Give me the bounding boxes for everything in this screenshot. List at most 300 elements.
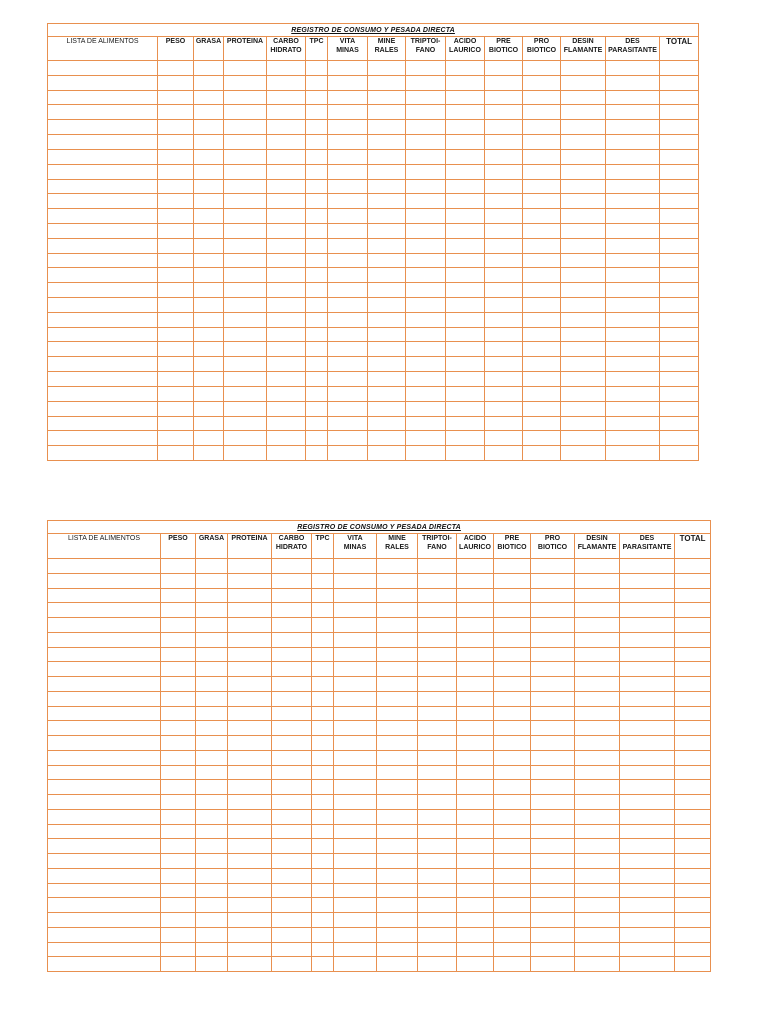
blank-cell[interactable] (267, 386, 306, 401)
blank-cell[interactable] (457, 809, 494, 824)
blank-cell[interactable] (620, 662, 675, 677)
blank-cell[interactable] (194, 327, 224, 342)
blank-cell[interactable] (457, 868, 494, 883)
blank-cell[interactable] (660, 194, 699, 209)
blank-cell[interactable] (523, 90, 561, 105)
blank-cell[interactable] (418, 913, 457, 928)
blank-cell[interactable] (272, 868, 312, 883)
blank-cell[interactable] (457, 927, 494, 942)
blank-cell[interactable] (228, 750, 272, 765)
blank-cell[interactable] (575, 662, 620, 677)
blank-cell[interactable] (272, 677, 312, 692)
blank-cell[interactable] (418, 691, 457, 706)
blank-cell[interactable] (272, 780, 312, 795)
blank-cell[interactable] (494, 942, 531, 957)
blank-cell[interactable] (328, 238, 368, 253)
blank-cell[interactable] (328, 342, 368, 357)
blank-cell[interactable] (196, 795, 228, 810)
blank-cell[interactable] (418, 721, 457, 736)
blank-cell[interactable] (196, 883, 228, 898)
blank-cell[interactable] (161, 721, 196, 736)
blank-cell[interactable] (446, 372, 485, 387)
blank-cell[interactable] (418, 706, 457, 721)
blank-cell[interactable] (312, 603, 334, 618)
blank-cell[interactable] (660, 105, 699, 120)
blank-cell[interactable] (377, 559, 418, 574)
blank-cell[interactable] (675, 883, 711, 898)
blank-cell[interactable] (660, 209, 699, 224)
blank-cell[interactable] (660, 283, 699, 298)
blank-cell[interactable] (161, 765, 196, 780)
blank-cell[interactable] (48, 120, 158, 135)
blank-cell[interactable] (158, 90, 194, 105)
blank-cell[interactable] (312, 588, 334, 603)
blank-cell[interactable] (575, 883, 620, 898)
blank-cell[interactable] (267, 401, 306, 416)
blank-cell[interactable] (312, 824, 334, 839)
blank-cell[interactable] (48, 677, 161, 692)
blank-cell[interactable] (660, 416, 699, 431)
blank-cell[interactable] (368, 223, 406, 238)
blank-cell[interactable] (306, 90, 328, 105)
blank-cell[interactable] (196, 927, 228, 942)
blank-cell[interactable] (561, 149, 606, 164)
blank-cell[interactable] (194, 61, 224, 76)
blank-cell[interactable] (161, 706, 196, 721)
blank-cell[interactable] (196, 573, 228, 588)
blank-cell[interactable] (224, 209, 267, 224)
blank-cell[interactable] (48, 750, 161, 765)
blank-cell[interactable] (377, 677, 418, 692)
blank-cell[interactable] (523, 61, 561, 76)
blank-cell[interactable] (267, 238, 306, 253)
blank-cell[interactable] (196, 765, 228, 780)
blank-cell[interactable] (267, 283, 306, 298)
blank-cell[interactable] (328, 209, 368, 224)
blank-cell[interactable] (523, 120, 561, 135)
blank-cell[interactable] (228, 898, 272, 913)
blank-cell[interactable] (161, 662, 196, 677)
blank-cell[interactable] (620, 795, 675, 810)
blank-cell[interactable] (575, 780, 620, 795)
blank-cell[interactable] (575, 809, 620, 824)
blank-cell[interactable] (675, 632, 711, 647)
blank-cell[interactable] (531, 603, 575, 618)
blank-cell[interactable] (368, 238, 406, 253)
blank-cell[interactable] (328, 164, 368, 179)
blank-cell[interactable] (194, 149, 224, 164)
blank-cell[interactable] (377, 942, 418, 957)
blank-cell[interactable] (228, 647, 272, 662)
blank-cell[interactable] (267, 105, 306, 120)
blank-cell[interactable] (620, 691, 675, 706)
blank-cell[interactable] (312, 839, 334, 854)
blank-cell[interactable] (523, 416, 561, 431)
blank-cell[interactable] (606, 357, 660, 372)
blank-cell[interactable] (485, 386, 523, 401)
blank-cell[interactable] (494, 691, 531, 706)
blank-cell[interactable] (494, 750, 531, 765)
blank-cell[interactable] (531, 839, 575, 854)
blank-cell[interactable] (446, 90, 485, 105)
blank-cell[interactable] (575, 632, 620, 647)
blank-cell[interactable] (194, 90, 224, 105)
blank-cell[interactable] (377, 721, 418, 736)
blank-cell[interactable] (485, 238, 523, 253)
blank-cell[interactable] (531, 824, 575, 839)
blank-cell[interactable] (606, 386, 660, 401)
blank-cell[interactable] (267, 446, 306, 461)
blank-cell[interactable] (158, 164, 194, 179)
blank-cell[interactable] (660, 179, 699, 194)
blank-cell[interactable] (660, 75, 699, 90)
blank-cell[interactable] (48, 179, 158, 194)
blank-cell[interactable] (328, 386, 368, 401)
blank-cell[interactable] (377, 765, 418, 780)
blank-cell[interactable] (485, 372, 523, 387)
blank-cell[interactable] (161, 603, 196, 618)
blank-cell[interactable] (485, 105, 523, 120)
blank-cell[interactable] (531, 765, 575, 780)
blank-cell[interactable] (561, 135, 606, 150)
blank-cell[interactable] (328, 268, 368, 283)
blank-cell[interactable] (606, 149, 660, 164)
blank-cell[interactable] (267, 135, 306, 150)
blank-cell[interactable] (494, 913, 531, 928)
blank-cell[interactable] (377, 647, 418, 662)
blank-cell[interactable] (446, 253, 485, 268)
blank-cell[interactable] (312, 573, 334, 588)
blank-cell[interactable] (494, 795, 531, 810)
blank-cell[interactable] (446, 238, 485, 253)
blank-cell[interactable] (377, 780, 418, 795)
blank-cell[interactable] (660, 446, 699, 461)
blank-cell[interactable] (494, 559, 531, 574)
blank-cell[interactable] (620, 780, 675, 795)
blank-cell[interactable] (406, 298, 446, 313)
blank-cell[interactable] (368, 298, 406, 313)
blank-cell[interactable] (267, 61, 306, 76)
blank-cell[interactable] (272, 559, 312, 574)
blank-cell[interactable] (158, 75, 194, 90)
blank-cell[interactable] (494, 809, 531, 824)
blank-cell[interactable] (158, 179, 194, 194)
blank-cell[interactable] (196, 691, 228, 706)
blank-cell[interactable] (272, 736, 312, 751)
blank-cell[interactable] (368, 416, 406, 431)
blank-cell[interactable] (272, 706, 312, 721)
blank-cell[interactable] (575, 795, 620, 810)
blank-cell[interactable] (377, 839, 418, 854)
blank-cell[interactable] (446, 75, 485, 90)
blank-cell[interactable] (328, 149, 368, 164)
blank-cell[interactable] (272, 662, 312, 677)
blank-cell[interactable] (523, 238, 561, 253)
blank-cell[interactable] (306, 446, 328, 461)
blank-cell[interactable] (161, 942, 196, 957)
blank-cell[interactable] (457, 942, 494, 957)
blank-cell[interactable] (312, 927, 334, 942)
blank-cell[interactable] (418, 883, 457, 898)
blank-cell[interactable] (485, 253, 523, 268)
blank-cell[interactable] (660, 268, 699, 283)
blank-cell[interactable] (531, 573, 575, 588)
blank-cell[interactable] (267, 431, 306, 446)
blank-cell[interactable] (312, 618, 334, 633)
blank-cell[interactable] (561, 61, 606, 76)
blank-cell[interactable] (161, 809, 196, 824)
blank-cell[interactable] (48, 105, 158, 120)
blank-cell[interactable] (377, 824, 418, 839)
blank-cell[interactable] (406, 120, 446, 135)
blank-cell[interactable] (267, 416, 306, 431)
blank-cell[interactable] (224, 401, 267, 416)
blank-cell[interactable] (194, 446, 224, 461)
blank-cell[interactable] (418, 765, 457, 780)
blank-cell[interactable] (457, 647, 494, 662)
blank-cell[interactable] (523, 194, 561, 209)
blank-cell[interactable] (660, 312, 699, 327)
blank-cell[interactable] (675, 957, 711, 972)
blank-cell[interactable] (194, 386, 224, 401)
blank-cell[interactable] (334, 559, 377, 574)
blank-cell[interactable] (158, 105, 194, 120)
blank-cell[interactable] (523, 149, 561, 164)
blank-cell[interactable] (272, 573, 312, 588)
blank-cell[interactable] (446, 283, 485, 298)
blank-cell[interactable] (306, 253, 328, 268)
blank-cell[interactable] (377, 588, 418, 603)
blank-cell[interactable] (620, 588, 675, 603)
blank-cell[interactable] (328, 253, 368, 268)
blank-cell[interactable] (418, 957, 457, 972)
blank-cell[interactable] (606, 372, 660, 387)
blank-cell[interactable] (161, 573, 196, 588)
blank-cell[interactable] (196, 839, 228, 854)
blank-cell[interactable] (675, 913, 711, 928)
blank-cell[interactable] (606, 120, 660, 135)
blank-cell[interactable] (158, 283, 194, 298)
blank-cell[interactable] (660, 372, 699, 387)
blank-cell[interactable] (418, 750, 457, 765)
blank-cell[interactable] (494, 677, 531, 692)
blank-cell[interactable] (406, 431, 446, 446)
blank-cell[interactable] (620, 809, 675, 824)
blank-cell[interactable] (675, 691, 711, 706)
blank-cell[interactable] (158, 342, 194, 357)
blank-cell[interactable] (161, 795, 196, 810)
blank-cell[interactable] (328, 446, 368, 461)
blank-cell[interactable] (418, 927, 457, 942)
blank-cell[interactable] (485, 416, 523, 431)
blank-cell[interactable] (158, 223, 194, 238)
blank-cell[interactable] (328, 298, 368, 313)
blank-cell[interactable] (620, 957, 675, 972)
blank-cell[interactable] (660, 342, 699, 357)
blank-cell[interactable] (272, 839, 312, 854)
blank-cell[interactable] (531, 913, 575, 928)
blank-cell[interactable] (531, 795, 575, 810)
blank-cell[interactable] (446, 135, 485, 150)
blank-cell[interactable] (406, 357, 446, 372)
blank-cell[interactable] (406, 342, 446, 357)
blank-cell[interactable] (418, 780, 457, 795)
blank-cell[interactable] (328, 401, 368, 416)
blank-cell[interactable] (494, 883, 531, 898)
blank-cell[interactable] (523, 105, 561, 120)
blank-cell[interactable] (418, 588, 457, 603)
blank-cell[interactable] (494, 868, 531, 883)
blank-cell[interactable] (660, 61, 699, 76)
blank-cell[interactable] (48, 194, 158, 209)
blank-cell[interactable] (48, 573, 161, 588)
blank-cell[interactable] (406, 253, 446, 268)
blank-cell[interactable] (328, 312, 368, 327)
blank-cell[interactable] (334, 957, 377, 972)
blank-cell[interactable] (306, 75, 328, 90)
blank-cell[interactable] (457, 573, 494, 588)
blank-cell[interactable] (406, 149, 446, 164)
blank-cell[interactable] (485, 164, 523, 179)
blank-cell[interactable] (328, 327, 368, 342)
blank-cell[interactable] (575, 559, 620, 574)
blank-cell[interactable] (418, 824, 457, 839)
blank-cell[interactable] (267, 268, 306, 283)
blank-cell[interactable] (306, 401, 328, 416)
blank-cell[interactable] (446, 209, 485, 224)
blank-cell[interactable] (306, 327, 328, 342)
blank-cell[interactable] (194, 401, 224, 416)
blank-cell[interactable] (228, 854, 272, 869)
blank-cell[interactable] (406, 209, 446, 224)
blank-cell[interactable] (406, 283, 446, 298)
blank-cell[interactable] (523, 268, 561, 283)
blank-cell[interactable] (675, 868, 711, 883)
blank-cell[interactable] (620, 927, 675, 942)
blank-cell[interactable] (272, 942, 312, 957)
blank-cell[interactable] (224, 238, 267, 253)
blank-cell[interactable] (306, 283, 328, 298)
blank-cell[interactable] (368, 209, 406, 224)
blank-cell[interactable] (312, 677, 334, 692)
blank-cell[interactable] (228, 677, 272, 692)
blank-cell[interactable] (334, 795, 377, 810)
blank-cell[interactable] (561, 401, 606, 416)
blank-cell[interactable] (561, 416, 606, 431)
blank-cell[interactable] (457, 795, 494, 810)
blank-cell[interactable] (158, 446, 194, 461)
blank-cell[interactable] (334, 942, 377, 957)
blank-cell[interactable] (194, 209, 224, 224)
blank-cell[interactable] (161, 647, 196, 662)
blank-cell[interactable] (194, 223, 224, 238)
blank-cell[interactable] (368, 268, 406, 283)
blank-cell[interactable] (606, 238, 660, 253)
blank-cell[interactable] (334, 854, 377, 869)
blank-cell[interactable] (675, 927, 711, 942)
blank-cell[interactable] (196, 942, 228, 957)
blank-cell[interactable] (158, 401, 194, 416)
blank-cell[interactable] (494, 898, 531, 913)
blank-cell[interactable] (531, 854, 575, 869)
blank-cell[interactable] (334, 573, 377, 588)
blank-cell[interactable] (531, 942, 575, 957)
blank-cell[interactable] (196, 603, 228, 618)
blank-cell[interactable] (334, 721, 377, 736)
blank-cell[interactable] (48, 75, 158, 90)
blank-cell[interactable] (272, 647, 312, 662)
blank-cell[interactable] (446, 386, 485, 401)
blank-cell[interactable] (224, 268, 267, 283)
blank-cell[interactable] (606, 209, 660, 224)
blank-cell[interactable] (196, 618, 228, 633)
blank-cell[interactable] (531, 647, 575, 662)
blank-cell[interactable] (48, 957, 161, 972)
blank-cell[interactable] (334, 780, 377, 795)
blank-cell[interactable] (228, 736, 272, 751)
blank-cell[interactable] (306, 149, 328, 164)
blank-cell[interactable] (306, 120, 328, 135)
blank-cell[interactable] (575, 691, 620, 706)
blank-cell[interactable] (272, 750, 312, 765)
blank-cell[interactable] (531, 883, 575, 898)
blank-cell[interactable] (196, 809, 228, 824)
blank-cell[interactable] (312, 765, 334, 780)
blank-cell[interactable] (494, 647, 531, 662)
blank-cell[interactable] (620, 677, 675, 692)
blank-cell[interactable] (228, 765, 272, 780)
blank-cell[interactable] (194, 372, 224, 387)
blank-cell[interactable] (306, 238, 328, 253)
blank-cell[interactable] (494, 706, 531, 721)
blank-cell[interactable] (660, 238, 699, 253)
blank-cell[interactable] (312, 706, 334, 721)
blank-cell[interactable] (523, 164, 561, 179)
blank-cell[interactable] (675, 765, 711, 780)
blank-cell[interactable] (561, 327, 606, 342)
blank-cell[interactable] (523, 386, 561, 401)
blank-cell[interactable] (224, 120, 267, 135)
blank-cell[interactable] (575, 618, 620, 633)
blank-cell[interactable] (48, 327, 158, 342)
blank-cell[interactable] (161, 824, 196, 839)
blank-cell[interactable] (158, 194, 194, 209)
blank-cell[interactable] (675, 573, 711, 588)
blank-cell[interactable] (48, 647, 161, 662)
blank-cell[interactable] (48, 559, 161, 574)
blank-cell[interactable] (660, 149, 699, 164)
blank-cell[interactable] (196, 854, 228, 869)
blank-cell[interactable] (446, 223, 485, 238)
blank-cell[interactable] (446, 105, 485, 120)
blank-cell[interactable] (494, 765, 531, 780)
blank-cell[interactable] (306, 357, 328, 372)
blank-cell[interactable] (306, 298, 328, 313)
blank-cell[interactable] (272, 691, 312, 706)
blank-cell[interactable] (406, 386, 446, 401)
blank-cell[interactable] (620, 721, 675, 736)
blank-cell[interactable] (620, 824, 675, 839)
blank-cell[interactable] (48, 736, 161, 751)
blank-cell[interactable] (48, 721, 161, 736)
blank-cell[interactable] (561, 283, 606, 298)
blank-cell[interactable] (196, 662, 228, 677)
blank-cell[interactable] (48, 662, 161, 677)
blank-cell[interactable] (48, 913, 161, 928)
blank-cell[interactable] (228, 809, 272, 824)
blank-cell[interactable] (485, 61, 523, 76)
blank-cell[interactable] (606, 342, 660, 357)
